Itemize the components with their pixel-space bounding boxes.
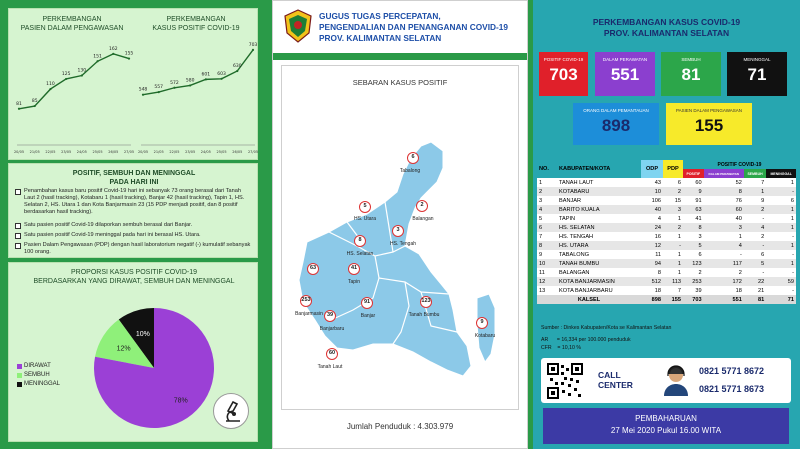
- table-cell: KALSEL: [577, 296, 601, 303]
- data-point: [173, 87, 175, 89]
- data-point: [96, 60, 98, 62]
- table-cell: 6: [790, 197, 794, 204]
- box-label: POSITIF COVID-19: [543, 57, 584, 62]
- box-in-care: [595, 52, 655, 96]
- map-column: [272, 0, 528, 449]
- table-cell: -: [792, 233, 794, 240]
- table-cell: 71: [787, 296, 794, 303]
- map-pin-barito-kuala[interactable]: 63: [307, 263, 319, 275]
- table-cell: KOTA BANJARMASIN: [559, 278, 615, 285]
- table-row: [537, 223, 796, 232]
- microscope-icon: [213, 393, 249, 429]
- table-cell: 123: [692, 260, 702, 267]
- box-positive: [539, 52, 588, 96]
- box-label: MENINGGAL: [743, 57, 771, 62]
- map-pin-tanah-laut[interactable]: 60: [326, 348, 338, 360]
- table-header-row: [537, 160, 796, 169]
- map-label-banjarmasin: Banjarmasin: [295, 311, 323, 317]
- data-label: 601: [201, 72, 211, 78]
- table-cell: 4: [738, 242, 742, 249]
- map-divider: [273, 53, 527, 60]
- table-cell: 81: [758, 296, 765, 303]
- table-cell: HS. SELATAN: [559, 224, 595, 231]
- legend-dirawat: [17, 363, 51, 369]
- bullet-recovered: Satu pasien positif Covid-19 dilaporkan sembuh berasal dari Banjar.: [15, 222, 253, 229]
- call-center-box: [541, 358, 791, 403]
- table-cell: 52: [735, 179, 742, 186]
- date-label: 26/05: [108, 150, 119, 154]
- proportion-pie-chart: [89, 303, 219, 433]
- table-cell: 10: [654, 188, 661, 195]
- table-cell: 7: [539, 233, 543, 240]
- date-label: 25/05: [216, 150, 227, 154]
- col-no: NO.: [539, 166, 549, 172]
- bullet-deceased: Satu pasien positif Covid-19 meninggal pada hari ini berasal HS. Utara.: [15, 232, 253, 239]
- pie-label: 12%: [116, 345, 131, 353]
- box-value: 71: [747, 65, 767, 84]
- table-cell: 8: [698, 224, 702, 231]
- table-cell: 59: [787, 278, 794, 285]
- table-cell: 1: [539, 179, 543, 186]
- table-cell: 21: [758, 287, 765, 294]
- table-cell: 40: [735, 215, 742, 222]
- table-cell: 2: [738, 269, 742, 276]
- operator-avatar-icon: [661, 364, 691, 396]
- data-label: 703: [248, 42, 258, 48]
- case-fatality-rate: CFR = 10,10 %: [541, 345, 581, 351]
- table-cell: 2: [677, 224, 681, 231]
- col-sembuh: SEMBUH: [744, 169, 766, 178]
- stats-column: [533, 0, 800, 449]
- table-row: [537, 205, 796, 214]
- table-cell: TABALONG: [559, 251, 590, 258]
- table-cell: 898: [651, 296, 661, 303]
- positive-line-chart: [135, 31, 259, 156]
- table-cell: 117: [732, 260, 742, 267]
- table-cell: 60: [695, 179, 702, 186]
- table-cell: 6: [677, 179, 681, 186]
- data-point: [158, 91, 160, 93]
- box-value: 551: [610, 65, 640, 84]
- table-cell: HS. UTARA: [559, 242, 589, 249]
- table-cell: 1: [677, 215, 681, 222]
- table-cell: 8: [738, 188, 742, 195]
- table-row: [537, 277, 796, 286]
- data-point: [65, 78, 67, 80]
- data-label: 155: [124, 51, 134, 57]
- table-cell: 11: [539, 269, 545, 276]
- data-label: 557: [154, 85, 164, 91]
- table-cell: 4: [761, 224, 765, 231]
- table-cell: HS. TENGAH: [559, 233, 594, 240]
- table-cell: 1: [790, 215, 794, 222]
- data-label: 81: [16, 101, 22, 107]
- data-label: 162: [108, 46, 118, 52]
- table-cell: 43: [654, 179, 661, 186]
- table-cell: 3: [698, 233, 702, 240]
- data-label: 130: [77, 68, 87, 74]
- legend-meninggal: [17, 381, 60, 387]
- date-label: 27/05: [123, 150, 135, 154]
- map-pin-hs-tengah[interactable]: 3: [392, 225, 404, 237]
- table-cell: 8: [657, 269, 661, 276]
- map-label-hs-utara: HS. Utara: [354, 216, 376, 222]
- table-cell: 16: [654, 233, 661, 240]
- legend-swatch: [17, 364, 22, 369]
- col-meninggal: MENINGGAL: [766, 169, 796, 178]
- table-cell: 1: [677, 251, 681, 258]
- table-cell: 15: [674, 197, 681, 204]
- table-cell: -: [762, 269, 765, 276]
- attack-rate: AR = 16,334 per 100.000 penduduk: [541, 337, 631, 343]
- data-point: [34, 105, 36, 107]
- map-label-tanah-bumbu: Tanah Bumbu: [408, 312, 440, 318]
- table-cell: 1: [677, 260, 681, 267]
- box-label: ORANG DALAM PEMANTAUAN: [583, 108, 649, 113]
- data-point: [236, 70, 238, 72]
- table-cell: 2: [698, 269, 702, 276]
- date-label: 20/05: [13, 150, 25, 154]
- table-total-row: [537, 295, 796, 304]
- table-cell: 18: [735, 287, 742, 294]
- table-cell: 11: [655, 251, 661, 258]
- map-pin-tabalong[interactable]: 6: [407, 152, 419, 164]
- data-point: [18, 108, 20, 110]
- data-label: 110: [46, 82, 55, 88]
- update-title: PEMBAHARUAN: [635, 414, 697, 423]
- table-cell: 3: [738, 224, 742, 231]
- col-positif: POSITIF: [683, 169, 704, 178]
- table-cell: 7: [677, 287, 681, 294]
- box-odp: [573, 103, 659, 145]
- data-label: 151: [93, 54, 102, 60]
- table-cell: 13: [539, 287, 546, 294]
- box-value: 81: [681, 65, 701, 84]
- table-cell: 12: [654, 242, 661, 249]
- table-cell: -: [792, 269, 794, 276]
- date-label: 20/05: [137, 150, 149, 154]
- map-pin-tapin[interactable]: 41: [348, 263, 360, 275]
- table-cell: 106: [651, 197, 661, 204]
- date-label: 21/05: [153, 150, 164, 154]
- table-cell: 60: [735, 206, 742, 213]
- table-cell: -: [762, 215, 765, 222]
- box-label: PASIEN DALAM PENGAWASAN: [675, 108, 743, 113]
- table-cell: -: [792, 188, 794, 195]
- update-date: 27 Mei 2020 Pukul 16.00 WITA: [610, 426, 722, 435]
- table-body: [537, 178, 796, 304]
- table-row: [537, 268, 796, 277]
- table-cell: 1: [677, 269, 681, 276]
- table-cell: 40: [654, 206, 661, 213]
- map-label-balangan: Balangan: [412, 216, 434, 222]
- map-title: SEBARAN KASUS POSITIF: [352, 78, 448, 87]
- table-cell: TANAH BUMBU: [559, 260, 600, 267]
- col-dalam-perawatan: DALAM PERAWATAN: [704, 169, 744, 178]
- box-pdp: [666, 103, 752, 145]
- bullet-pdp-negative: Pasien Dalam Pengawasan (PDP) dengan hasil laboratorium negatif (-) kumulatif sebanyak 100 orang.: [15, 242, 253, 256]
- table-cell: 4: [539, 206, 543, 213]
- table-row: [537, 214, 796, 223]
- data-point: [189, 84, 191, 86]
- box-recovered: [661, 52, 721, 96]
- data-point: [49, 88, 51, 90]
- table-cell: BANJAR: [559, 197, 582, 204]
- qr-code-icon: [546, 362, 584, 400]
- table-cell: 39: [695, 287, 702, 294]
- box-value: 898: [601, 116, 631, 135]
- data-point: [112, 53, 114, 55]
- summary-title: POSITIF, SEMBUH DAN MENINGGAL PADA HARI INI: [72, 170, 196, 186]
- table-cell: 94: [654, 260, 661, 267]
- table-cell: 2: [761, 206, 765, 213]
- table-cell: 113: [672, 278, 681, 285]
- map-label-hs-selatan: HS. Selatan: [346, 251, 374, 257]
- table-cell: 1: [738, 233, 742, 240]
- table-row: [537, 187, 796, 196]
- table-cell: 2: [761, 233, 765, 240]
- pdp-line-chart: [11, 31, 135, 156]
- date-label: 24/05: [200, 150, 211, 154]
- table-cell: 4: [657, 215, 661, 222]
- left-column: [0, 0, 266, 449]
- legend-sembuh: [17, 372, 50, 378]
- box-label: DALAM PERAWATAN: [602, 57, 648, 62]
- table-cell: TAPIN: [559, 215, 576, 222]
- map-label-kotabaru: Kotabaru: [474, 333, 496, 339]
- table-row: [537, 196, 796, 205]
- table-cell: 1: [790, 206, 794, 213]
- pie-title: PROPORSI KASUS POSITIF COVID-19 BERDASARKAN YANG DIRAWAT, SEMBUH DAN MENINGGAL: [33, 269, 235, 285]
- table-cell: 172: [732, 278, 742, 285]
- table-cell: -: [792, 287, 794, 294]
- table-cell: 63: [695, 206, 702, 213]
- table-cell: 5: [761, 260, 765, 267]
- data-label: 125: [61, 71, 71, 77]
- table-cell: BARITO KUALA: [559, 206, 600, 213]
- table-cell: 9: [761, 197, 765, 204]
- date-label: 24/05: [76, 150, 87, 154]
- data-point: [81, 74, 83, 76]
- table-cell: 9: [539, 251, 543, 258]
- table-cell: 9: [698, 188, 702, 195]
- table-cell: 551: [732, 296, 742, 303]
- positive-chart-title: PERKEMBANGAN KASUS POSITIF COVID-19: [152, 16, 240, 32]
- table-cell: 6: [698, 251, 702, 258]
- legend-label: DIRAWAT: [24, 363, 51, 369]
- trend-charts-card: [8, 8, 258, 160]
- box-value: 703: [549, 65, 578, 84]
- task-force-header: GUGUS TUGAS PERCEPATAN, PENGENDALIAN DAN PENANGANAN COVID-19 PROV. KALIMANTAN SELATAN: [319, 11, 509, 43]
- table-cell: 22: [758, 278, 765, 285]
- date-label: 26/05: [232, 150, 243, 154]
- col-region: KABUPATEN/KOTA: [559, 166, 611, 172]
- data-point: [142, 94, 144, 96]
- data-label: 572: [170, 80, 179, 86]
- map-pin-hs-selatan[interactable]: 8: [354, 235, 366, 247]
- table-cell: 6: [539, 224, 543, 231]
- table-row: [537, 259, 796, 268]
- table-cell: 76: [735, 197, 742, 204]
- map-pin-hs-utara[interactable]: 5: [359, 201, 371, 213]
- table-cell: BALANGAN: [559, 269, 590, 276]
- table-cell: 5: [539, 215, 543, 222]
- table-row: [537, 250, 796, 259]
- table-cell: 1: [677, 233, 681, 240]
- table-cell: -: [762, 242, 765, 249]
- table-cell: 3: [539, 197, 543, 204]
- box-label: SEMBUH: [681, 57, 701, 62]
- table-cell: 703: [692, 296, 702, 303]
- col-positive-group: POSITIF COVID-19: [717, 161, 762, 168]
- data-point: [128, 57, 130, 59]
- data-point: [252, 49, 254, 51]
- pie-label: 78%: [173, 397, 188, 405]
- table-cell: 155: [671, 296, 681, 303]
- table-cell: 2: [539, 188, 543, 195]
- map-label-tabalong: Tabalong: [399, 168, 421, 174]
- data-label: 85: [31, 99, 38, 105]
- table-cell: 18: [654, 287, 661, 294]
- col-pdp: PDP: [663, 160, 683, 178]
- legend-swatch: [17, 382, 22, 387]
- table-cell: 253: [692, 278, 702, 285]
- summary-card: [8, 163, 258, 258]
- table-cell: 41: [695, 215, 702, 222]
- map-label-banjarbaru: Banjarbaru: [319, 326, 345, 332]
- data-label: 580: [185, 78, 195, 84]
- table-cell: TANAH LAUT: [559, 179, 594, 186]
- data-point: [205, 78, 207, 80]
- legend-label: SEMBUH: [24, 372, 50, 378]
- map-pin-banjarbaru[interactable]: 39: [324, 310, 336, 322]
- data-label: 548: [138, 87, 148, 93]
- table-cell: 10: [539, 260, 546, 267]
- table-cell: 5: [698, 242, 702, 249]
- map-label-hs-tengah: HS. Tengah: [389, 241, 417, 247]
- source-note: Sumber : Dinkes Kabupaten/Kota se Kalimantan Selatan: [541, 325, 672, 331]
- table-row: [537, 286, 796, 295]
- update-banner: [543, 408, 789, 444]
- table-cell: 91: [695, 197, 702, 204]
- table-cell: 1: [790, 260, 794, 267]
- call-center-label: CALL CENTER: [598, 370, 633, 390]
- map-pin-balangan[interactable]: 2: [416, 200, 428, 212]
- bullet-new-cases: Penambahan kasus baru positif Covid-19 hari ini sebanyak 73 orang berasal dari Tanah Laut 2 (hasil tracking), Kotabaru 1 (hasil tracking), Banjar 42 (hasil tracking), Tapin 1, HS. Selatan 2, HS. Utara 1 dan Kota Banjarmasin 23 (15 PDP menjadi positif, dan 8 positif berdasarkan hasil tracking).: [15, 188, 253, 216]
- table-cell: 1: [790, 179, 794, 186]
- map-label-tanah-laut: Tanah Laut: [317, 364, 343, 370]
- stats-title: PERKEMBANGAN KASUS COVID-19 PROV. KALIMANTAN SELATAN: [592, 17, 741, 38]
- table-cell: 24: [654, 224, 661, 231]
- table-cell: KOTA BANJARBARU: [559, 287, 613, 294]
- map-pin-tanah-bumbu[interactable]: 123: [420, 296, 432, 308]
- table-cell: -: [739, 251, 742, 258]
- table-cell: -: [679, 242, 681, 249]
- date-label: 21/05: [29, 150, 40, 154]
- box-value: 155: [694, 116, 724, 135]
- table-row: [537, 232, 796, 241]
- date-label: 23/05: [61, 150, 72, 154]
- pie-label: 10%: [135, 330, 150, 338]
- table-cell: 3: [677, 206, 681, 213]
- table-cell: 512: [651, 278, 661, 285]
- legend-label: MENINGGAL: [24, 381, 61, 387]
- date-label: 22/05: [45, 150, 56, 154]
- date-label: 27/05: [247, 150, 259, 154]
- table-cell: 1: [790, 224, 794, 231]
- table-cell: -: [792, 251, 794, 258]
- map-label-tapin: Tapin: [348, 279, 360, 285]
- table-cell: 1: [761, 188, 765, 195]
- box-deceased: [727, 52, 787, 96]
- date-label: 23/05: [185, 150, 196, 154]
- map-pin-banjarmasin[interactable]: 253: [300, 295, 312, 307]
- table-cell: 2: [677, 188, 681, 195]
- table-row: [537, 178, 796, 187]
- population-text: Jumlah Penduduk : 4.303.979: [346, 422, 454, 431]
- data-label: 603: [217, 71, 226, 77]
- table-cell: KOTABARU: [559, 188, 590, 195]
- proportion-card: [8, 262, 258, 442]
- map-label-banjar: Banjar: [360, 313, 376, 319]
- table-row: [537, 241, 796, 250]
- pdp-chart-title: PERKEMBANGAN PASIEN DALAM PENGAWASAN: [20, 16, 124, 32]
- data-point: [220, 78, 222, 80]
- map-pin-kotabaru[interactable]: 9: [476, 317, 488, 329]
- phone-2[interactable]: 0821 5771 8673: [699, 384, 765, 394]
- table-cell: 12: [539, 278, 546, 285]
- table-cell: 1: [790, 242, 794, 249]
- table-cell: 8: [539, 242, 543, 249]
- map-pin-banjar[interactable]: 91: [361, 297, 373, 309]
- legend-swatch: [17, 373, 22, 378]
- date-label: 22/05: [169, 150, 180, 154]
- col-odp: ODP: [641, 160, 663, 178]
- date-label: 25/05: [92, 150, 103, 154]
- data-label: 630: [232, 64, 242, 69]
- regency-table: [537, 160, 796, 304]
- province-seal-logo: [283, 9, 313, 43]
- phone-1[interactable]: 0821 5771 8672: [699, 366, 765, 376]
- table-cell: 6: [761, 251, 765, 258]
- table-cell: 7: [761, 179, 765, 186]
